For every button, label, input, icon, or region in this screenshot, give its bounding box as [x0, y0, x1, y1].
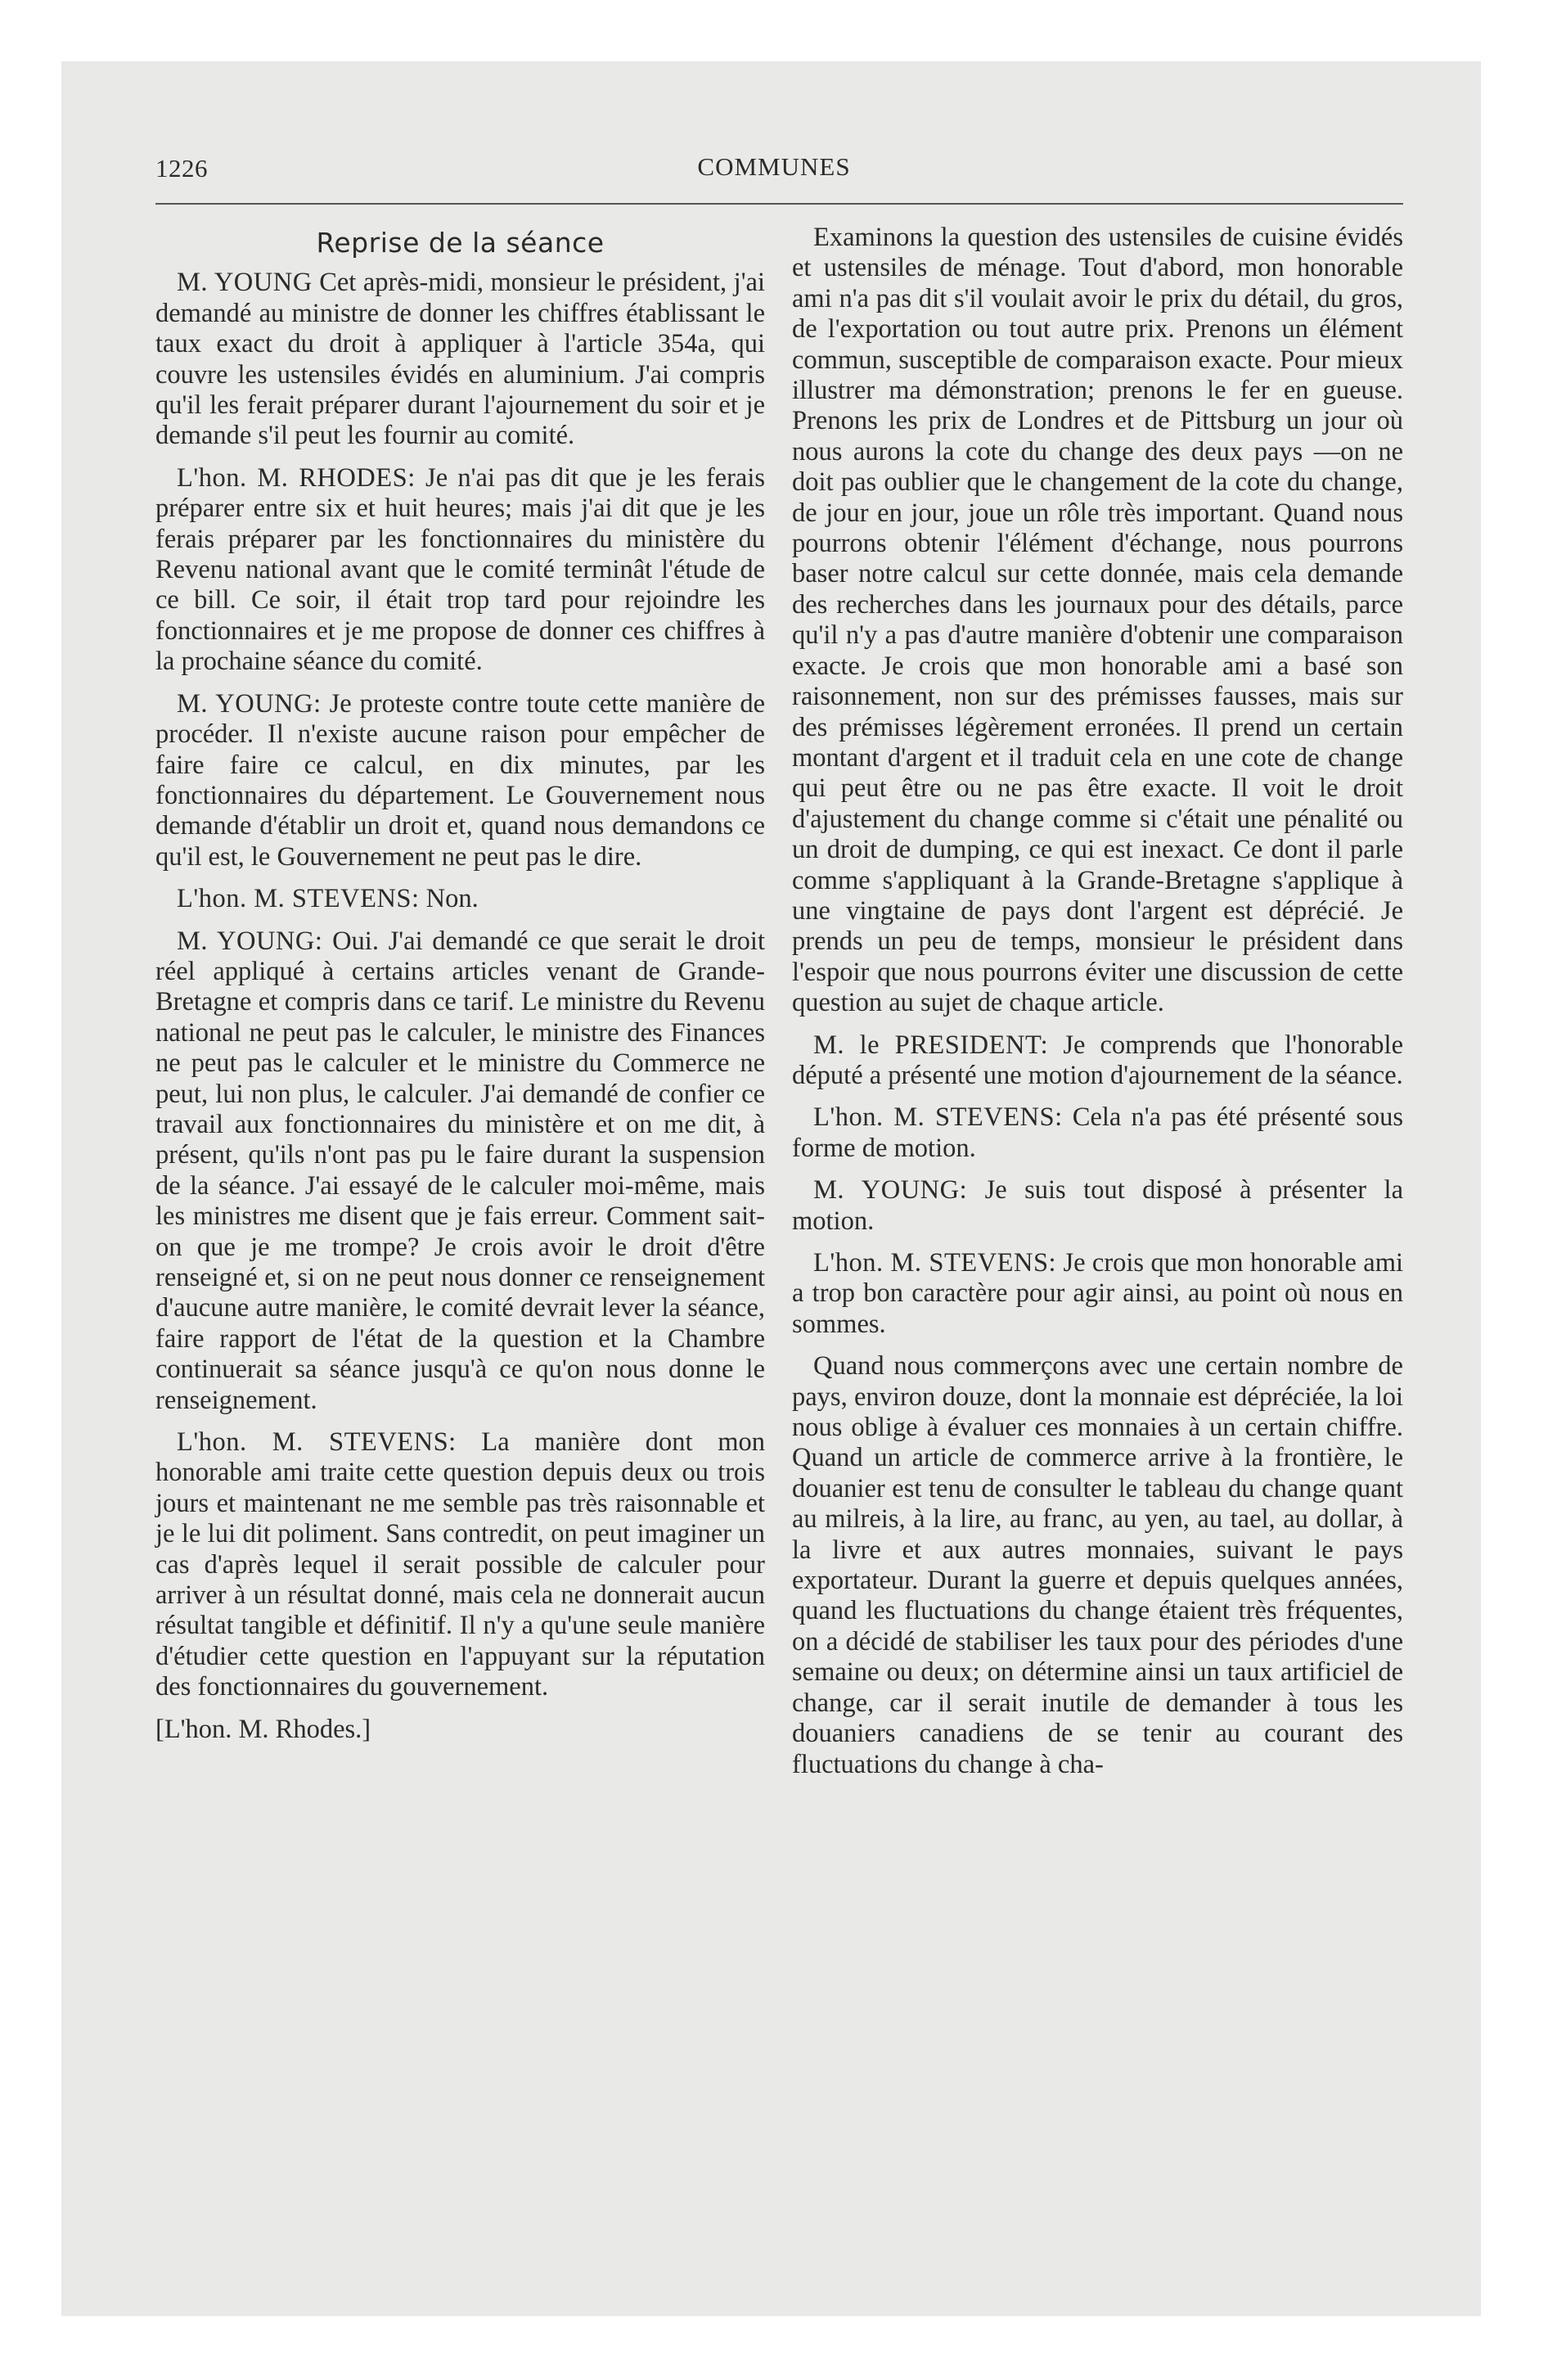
- paragraph: [792, 1175, 1403, 1237]
- paragraph-text: Je suis tout disposé à présenter la motion.: [792, 1175, 1404, 1236]
- paragraph-text: Je n'ai pas dit que je les ferais préparer entre six et huit heures; mais j'ai dit que je les ferais préparer par les fonctionnaires du ministère du Revenu national avant que le comité terminât l'étude de ce bill. Ce soir, il était trop tard pour rejoindre les fonctionnaires et je me propose de donner ces chiffres à la prochaine séance du comité.: [155, 462, 766, 677]
- speaker: M. YOUNG: [177, 268, 313, 298]
- paragraph-text: Oui. J'ai demandé ce que serait le droit réel appliqué à certains articles venant de Grande-Bretagne et compris dans ce tarif. Le ministre du Revenu national ne peut pas le calculer, le ministre des Finances ne peut pas le calculer et le ministre du Commerce ne peut, lui non plus, le calculer. J'ai demandé de confier ce travail aux fonctionnaires du ministère et on me dit, à présent, qu'ils n'ont pas pu le faire durant la suspension de la séance. J'ai essayé de le calculer moi-même, mais les ministres me disent que je fais erreur. Comment sait-on que je me trompe? Je crois avoir le droit d'être renseigné et, si on ne peut nous donner ce renseignement d'aucune autre manière, le comité devrait lever la séance, faire rapport de l'état de la question et la Chambre continuerait sa séance jusqu'à ce qu'on nous donne le renseignement.: [155, 926, 765, 1415]
- section-heading: Reprise de la séance: [316, 227, 605, 259]
- page-header-title: COMMUNES: [697, 152, 851, 181]
- speaker: L'hon. M. STEVENS:: [813, 1102, 1063, 1133]
- paragraph: [792, 1248, 1403, 1340]
- page-footnote: [L'hon. M. Rhodes.]: [155, 1714, 371, 1744]
- header-rule: [155, 203, 1403, 205]
- paragraph: [155, 1427, 765, 1703]
- speaker: L'hon. M. STEVENS:: [813, 1248, 1057, 1278]
- paragraph-text: Cet après-midi, monsieur le président, j'ai demandé au ministre de donner les chiffres établissant le taux exact du droit à appliquer à l'article 354a, qui couvre les ustensiles évidés en aluminium. J'ai compris qu'il les ferait préparer durant l'ajournement du soir et je demande s'il peut les fournir au comité.: [155, 268, 766, 451]
- page-number: 1226: [155, 154, 208, 183]
- paragraph-text: Examinons la question des ustensiles de cuisine évidés et ustensiles de ménage. Tout d'abord, mon honorable ami n'a pas dit s'il voulait avoir le prix du détail, du gros, de l'exportation ou tout autre prix. Prenons un élément commun, susceptible de comparaison exacte. Pour mieux illustrer ma démonstration; prenons le fer en gueuse. Prenons les prix de Londres et de Pittsburg un jour où nous aurons la cote du change des deux pays —on ne doit pas oublier que le changement de la cote du change, de jour en jour, joue un rôle très important. Quand nous pourrons obtenir l'élément d'échange, nous pourrons baser notre calcul sur cette donnée, mais cela demande des recherches dans les journaux pour des détails, parce qu'il n'y a pas d'autre manière d'obtenir une comparaison exacte. Je crois que mon honorable ami a basé son raisonnement, non sur des prémisses fausses, mais sur des prémisses légèrement erronées. Il prend un certain montant d'argent et il traduit cela en une cote de change qui peut être ou ne pas être exacte. Il voit le droit d'ajustement du change comme si c'était une pénalité ou un droit de dumping, ce qui est inexact. Ce dont il parle comme s'appliquant à la Grande-Bretagne s'applique à une vingtaine de pays dont l'argent est déprécié. Je prends un peu de temps, monsieur le président dans l'espoir que nous pourrons éviter une discussion de cette question au sujet de chaque article.: [792, 223, 1403, 1018]
- left-column: [155, 223, 765, 1756]
- paragraph-text: Quand nous commerçons avec une certain nombre de pays, environ douze, dont la monnaie est dépréciée, la loi nous oblige à évaluer ces monnaies à un certain chiffre. Quand un article de commerce arrive à la frontière, le douanier est tenu de consulter le tableau du change quant au milreis, à la lire, au franc, au yen, au tael, au dollar, à la livre et aux autres monnaies, suivant le pays exportateur. Durant la guerre et depuis quelques années, quand les fluctuations du change étaient très fréquentes, on a décidé de stabiliser les taux pour des périodes d'une semaine ou deux; on détermine ainsi un taux artificiel de change, car il serait inutile de demander à tous les douaniers canadiens de se tenir au courant des fluctuations du change à cha-: [792, 1351, 1403, 1779]
- paragraph-text: Non.: [425, 884, 479, 914]
- paragraph: [155, 926, 765, 1417]
- speaker: M. YOUNG:: [177, 688, 322, 719]
- speaker: L'hon. M. RHODES:: [177, 462, 416, 493]
- paragraph-text: Je crois que mon honorable ami a trop bon caractère pour agir ainsi, au point où nous en sommes.: [792, 1248, 1404, 1339]
- paragraph: [155, 689, 765, 872]
- right-column: [792, 223, 1403, 1792]
- speaker: M. le PRESIDENT:: [813, 1030, 1049, 1060]
- speaker: L'hon. M. STEVENS:: [177, 884, 420, 914]
- paragraph: [792, 1030, 1403, 1092]
- paragraph: [792, 1351, 1403, 1780]
- paragraph-text: Cela n'a pas été présenté sous forme de motion.: [792, 1102, 1403, 1163]
- speaker: M. YOUNG:: [177, 926, 323, 956]
- paragraph: [155, 463, 765, 678]
- paragraph-text: Je comprends que l'honorable député a présenté une motion d'ajournement de la séance.: [792, 1030, 1404, 1090]
- paragraph-text: La manière dont mon honorable ami traite cette question depuis deux ou trois jours et maintenant ne me semble pas très raisonnable et je le lui dit poliment. Sans contredit, on peut imaginer un cas d'après lequel il serait possible de calculer pour arriver à un résultat donné, mais cela ne donnerait aucun résultat tangible et définitif. Il n'y a qu'une seule manière d'étudier cette question en l'appuyant sur la réputation des fonctionnaires du gouvernement.: [155, 1427, 765, 1702]
- paragraph: [155, 268, 765, 451]
- paragraph: [155, 884, 765, 914]
- paragraph: [792, 223, 1403, 1019]
- paragraph: [792, 1102, 1403, 1164]
- speaker: L'hon. M. STEVENS:: [177, 1427, 457, 1458]
- speaker: M. YOUNG:: [813, 1175, 968, 1206]
- paragraph-text: Je proteste contre toute cette manière de procéder. Il n'existe aucune raison pour empêcher de faire faire ce calcul, en dix minutes, par les fonctionnaires du département. Le Gouvernement nous demande d'établir un droit et, quand nous demandons ce qu'il est, le Gouvernement ne peut pas le dire.: [155, 688, 765, 872]
